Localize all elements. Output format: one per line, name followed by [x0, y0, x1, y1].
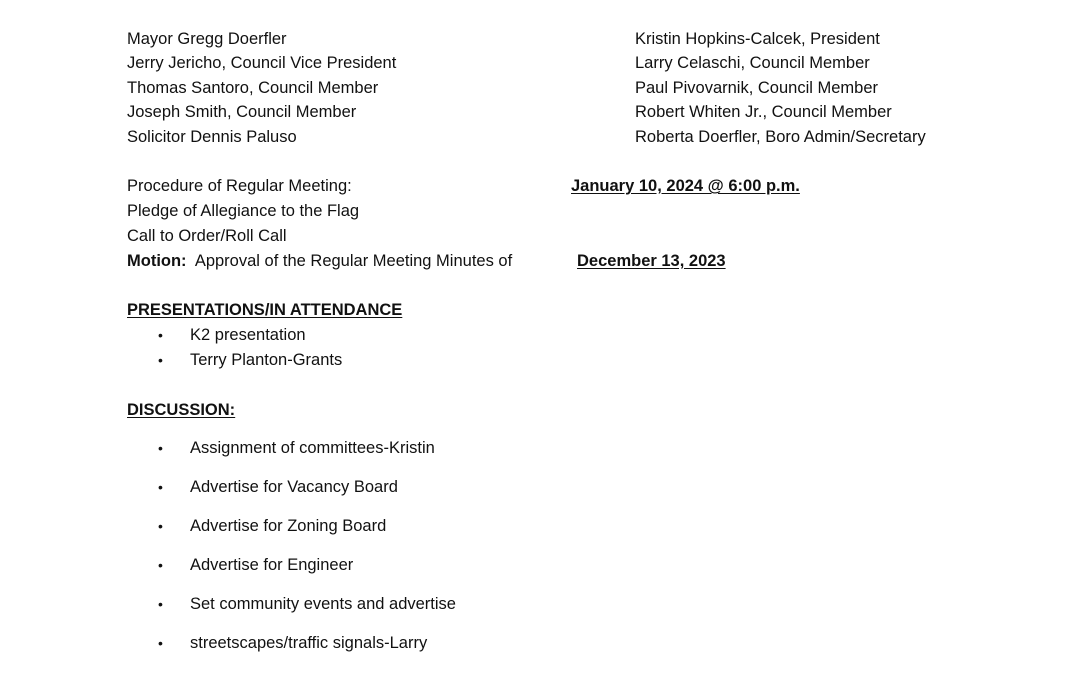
list-item	[158, 477, 398, 497]
presentation-item-1: Terry Planton-Grants	[190, 351, 343, 369]
bullet-icon: •	[158, 596, 163, 612]
list-item	[158, 594, 456, 614]
discussion-heading: DISCUSSION:	[127, 401, 236, 419]
council-right-3: Robert Whiten Jr., Council Member	[635, 103, 892, 121]
bullet-icon: •	[158, 518, 163, 534]
list-item	[158, 555, 353, 575]
discussion-item-2: Advertise for Zoning Board	[190, 517, 387, 535]
bullet-icon: •	[158, 440, 163, 456]
list-item	[158, 325, 306, 345]
discussion-item-3: Advertise for Engineer	[190, 556, 354, 574]
bullet-icon: •	[158, 352, 163, 368]
council-left-0: Mayor Gregg Doerfler	[127, 30, 287, 48]
motion-text: Approval of the Regular Meeting Minutes of	[194, 252, 513, 270]
council-left-1: Jerry Jericho, Council Vice President	[127, 54, 397, 72]
list-item	[158, 438, 435, 458]
bullet-icon: •	[158, 479, 163, 495]
discussion-item-4: Set community events and advertise	[190, 595, 456, 613]
motion-label: Motion:	[127, 252, 187, 270]
council-left-4: Solicitor Dennis Paluso	[127, 128, 297, 146]
list-item	[158, 633, 427, 653]
bullet-icon: •	[158, 635, 163, 651]
bullet-icon: •	[158, 557, 163, 573]
list-item	[158, 350, 342, 370]
procedure-label: Procedure of Regular Meeting:	[127, 177, 352, 195]
council-right-4: Roberta Doerfler, Boro Admin/Secretary	[635, 128, 926, 146]
council-right-0: Kristin Hopkins-Calcek, President	[635, 30, 880, 48]
call-to-order-line: Call to Order/Roll Call	[127, 227, 287, 245]
pledge-line: Pledge of Allegiance to the Flag	[127, 202, 360, 220]
presentation-item-0: K2 presentation	[190, 326, 306, 344]
council-right-1: Larry Celaschi, Council Member	[635, 54, 870, 72]
discussion-item-0: Assignment of committees-Kristin	[190, 439, 435, 457]
discussion-item-5: streetscapes/traffic signals-Larry	[190, 634, 428, 652]
list-item	[158, 516, 386, 536]
presentations-heading: PRESENTATIONS/IN ATTENDANCE	[127, 301, 403, 319]
meeting-date: January 10, 2024 @ 6:00 p.m.	[571, 177, 800, 195]
council-left-3: Joseph Smith, Council Member	[127, 103, 357, 121]
council-left-2: Thomas Santoro, Council Member	[127, 79, 379, 97]
bullet-icon: •	[158, 327, 163, 343]
motion-date: December 13, 2023	[577, 252, 726, 270]
motion-line	[127, 251, 512, 271]
council-right-2: Paul Pivovarnik, Council Member	[635, 79, 879, 97]
discussion-item-1: Advertise for Vacancy Board	[190, 478, 398, 496]
